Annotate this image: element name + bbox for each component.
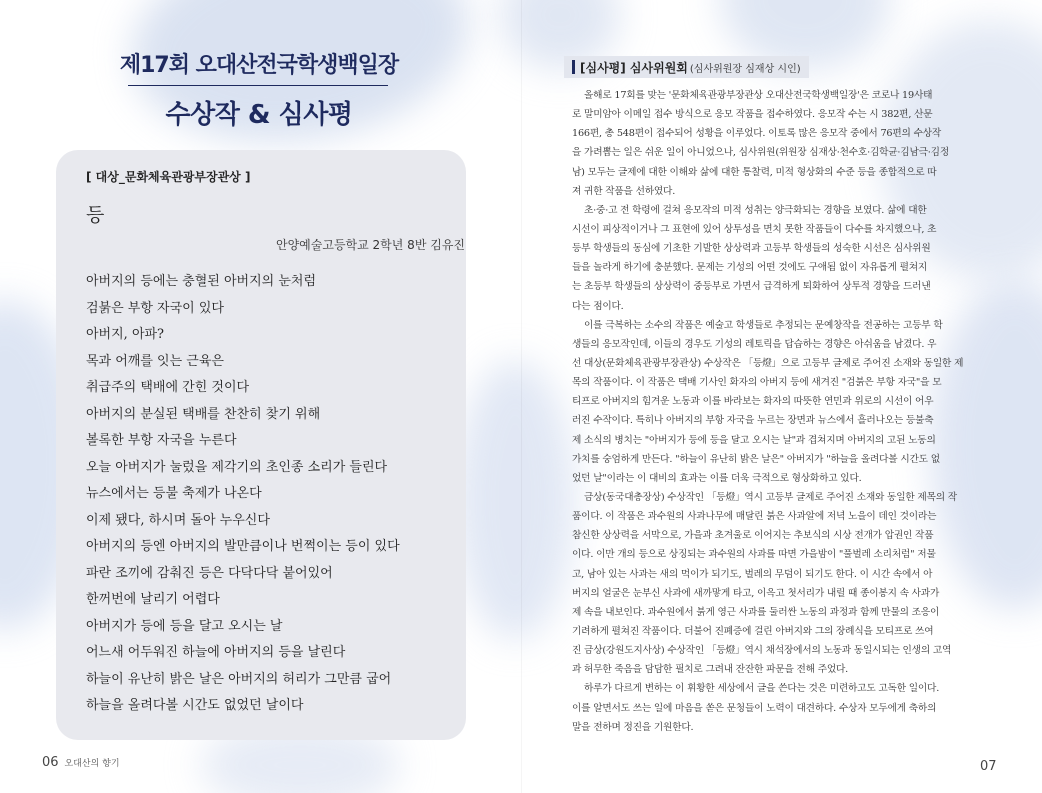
header-accent-bar bbox=[572, 60, 575, 74]
review-line: 말을 전하며 정진을 기원한다. bbox=[572, 721, 694, 733]
review-line: 하루가 다르게 변하는 이 휘황한 세상에서 글을 쓴다는 것은 미련하고도 고독한 일이다. bbox=[584, 683, 940, 695]
review-line: 등부 학생들의 동심에 기초한 기발한 상상력과 고등부 학생들의 성숙한 시선은 심사위원 bbox=[572, 243, 931, 255]
review-section-label: [심사평] 심사위원회 bbox=[580, 60, 688, 75]
review-line: 금상(동국대총장상) 수상작인 「등燈」역시 고등부 글제로 주어진 소재와 동일한 제목의 작 bbox=[584, 491, 957, 503]
award-label: [ 대상_문화체육관광부장관상 ] bbox=[86, 170, 251, 184]
review-line: 과 허무한 죽음을 담담한 필치로 그려내 잔잔한 파문을 전해 주었다. bbox=[572, 664, 849, 676]
review-line: 다는 점이다. bbox=[572, 300, 624, 312]
publication-name: 오대산의 향기 bbox=[64, 759, 120, 769]
review-line: 져 귀한 작품을 선하였다. bbox=[572, 185, 676, 197]
review-line: 품이다. 이 작품은 과수원의 사과나무에 매달린 붉은 사과알에 저녁 노을이 데인 것이라는 bbox=[572, 511, 937, 523]
poem-line: 아버지의 등엔 아버지의 발만큼이나 번쩍이는 등이 있다 bbox=[86, 539, 400, 554]
poem-line: 아버지의 등에는 충혈된 아버지의 눈처럼 bbox=[86, 274, 317, 289]
poem-line: 하늘을 올려다볼 시간도 없었던 날이다 bbox=[86, 698, 304, 713]
poem-line: 취급주의 택배에 간힌 것이다 bbox=[86, 380, 250, 395]
review-line: 진 금상(강원도지사상) 수상작인 「등燈」역시 채석장에서의 노동과 동일시되는 인생의 고역 bbox=[572, 645, 952, 657]
page-title: 제17회 오대산전국학생백일장 bbox=[119, 53, 399, 78]
page-number: 07 bbox=[980, 759, 997, 774]
poem-line: 하늘이 유난히 밝은 날은 아버지의 허리가 그만큼 굽어 bbox=[86, 671, 392, 687]
poem-line: 오늘 아버지가 눌렀을 제각기의 초인종 소리가 들린다 bbox=[86, 459, 388, 475]
poem-line: 한꺼번에 날리기 어렵다 bbox=[86, 592, 220, 607]
review-section-sub: (심사위원장 심재상 시인) bbox=[689, 63, 801, 75]
review-line: 참신한 상상력을 서막으로, 가을과 초겨울로 이어지는 추보식의 시상 전개가 압권인 작품 bbox=[572, 530, 934, 542]
review-line: 목의 작품이다. 이 작품은 택배 기사인 화자의 아버지 등에 새겨진 "검붉은 부항 자국"을 모 bbox=[572, 377, 942, 389]
poem-body bbox=[86, 272, 456, 723]
review-line: 166편, 총 548편이 접수되어 성황을 이루었다. 이토록 많은 응모작 중에서 76편의 수상작 bbox=[572, 128, 942, 140]
review-line: 고, 남아 있는 사과는 새의 먹이가 되기도, 벌레의 무덤이 되기도 한다. 이 시간 속에서 아 bbox=[572, 568, 933, 580]
review-line: 이를 극복하는 소수의 작품은 예술고 학생들로 추정되는 문예창작을 전공하는 고등부 학 bbox=[584, 319, 943, 331]
poem-line: 이제 됐다, 하시며 돌아 누우신다 bbox=[86, 512, 270, 528]
poem-line: 검붉은 부항 자국이 있다 bbox=[86, 300, 224, 316]
review-line: 올해로 17회를 맞는 '문화체육관광부장관상 오대산전국학생백일장'은 코로나 19사태 bbox=[584, 90, 933, 101]
title-underline bbox=[128, 85, 388, 86]
review-line: 티프로 아버지의 힘겨운 노동과 이를 바라보는 화자의 따뜻한 연민과 위로의 시선이 어우 bbox=[572, 396, 934, 408]
poem-line: 아버지, 아파? bbox=[86, 327, 165, 342]
review-line: 제 속을 내보인다. 과수원에서 붉게 영근 사과를 둘러싼 노동의 과정과 함께 만물의 조응이 bbox=[572, 606, 940, 618]
poem-line: 파란 조끼에 감춰진 등은 다닥다닥 붙어있어 bbox=[86, 565, 333, 581]
review-line: 제 소식의 병치는 "아버지가 등에 등을 달고 오시는 날"과 겹쳐지며 아버지의 고된 노동의 bbox=[572, 434, 936, 446]
review-line: 생들의 응모작인데, 이들의 경우도 기성의 레토릭을 답습하는 경향은 아쉬움을 남겼다. 우 bbox=[572, 338, 937, 350]
review-body bbox=[572, 86, 998, 737]
poem-title: 등 bbox=[86, 204, 105, 226]
poem-line: 목과 어깨를 잇는 근육은 bbox=[86, 353, 224, 369]
poem-line: 뉴스에서는 등불 축제가 나온다 bbox=[86, 486, 262, 501]
review-line: 을 가려뽑는 일은 쉬운 일이 아니었으나, 심사위원(위원장 심재상·천수호·김학균·김남극·김정 bbox=[572, 147, 949, 159]
review-section-header bbox=[564, 56, 809, 78]
page-gutter bbox=[521, 0, 522, 793]
review-line: 남) 모두는 글제에 대한 이해와 삶에 대한 통찰력, 미적 형상화의 수준 등을 종합적으로 따 bbox=[572, 166, 937, 178]
right-footer bbox=[980, 755, 997, 774]
page-subtitle: 수상작 & 심사평 bbox=[165, 100, 353, 130]
poem-line: 어느새 어두워진 하늘에 아버지의 등을 날린다 bbox=[86, 645, 346, 660]
review-line: 초·중·고 전 학령에 걸쳐 응모작의 미적 성취는 양극화되는 경향을 보였다. 삶에 대한 bbox=[584, 204, 927, 216]
review-line: 기려하게 펼쳐진 작품이다. 더불어 진폐증에 걸린 아버지와 그의 장례식을 모티프로 쓰여 bbox=[572, 625, 934, 637]
review-line: 이다. 이만 개의 등으로 상징되는 과수원의 사과를 따면 가을밤이 "풀벌레 소리처럼" 저물 bbox=[572, 549, 936, 561]
review-line: 버지의 얼굴은 눈부신 사과에 새까맣게 타고, 이윽고 첫서리가 내릴 때 종이봉지 속 사과가 bbox=[572, 587, 940, 599]
review-line: 었던 날"이라는 이 대비의 효과는 이를 더욱 극적으로 형상화하고 있다. bbox=[572, 472, 862, 484]
poem-author: 안양예술고등학교 2학년 8반 김유진 bbox=[276, 238, 466, 252]
page-number: 06 bbox=[42, 755, 59, 770]
poem-line: 아버지의 분실된 택배를 찬찬히 찾기 위해 bbox=[86, 406, 321, 422]
poem-line: 볼록한 부항 자국을 누른다 bbox=[86, 433, 237, 448]
left-footer bbox=[42, 755, 120, 770]
review-line: 가치를 숭엄하게 만든다. "하늘이 유난히 밝은 날은" 아버지가 "하늘을 올려다볼 시간도 없 bbox=[572, 453, 940, 465]
watercolor-wash bbox=[455, 360, 575, 640]
review-line: 러진 수작이다. 특히나 아버지의 부항 자국을 누르는 장면과 뉴스에서 흘러나오는 등불축 bbox=[572, 415, 934, 427]
review-line: 선 대상(문화체육관광부장관상) 수상작은 「등燈」으로 고등부 글제로 주어진 소재와 동일한 제 bbox=[572, 357, 964, 369]
poem-line: 아버지가 등에 등을 달고 오시는 날 bbox=[86, 618, 283, 634]
watercolor-wash bbox=[118, 0, 483, 163]
review-line: 는 초등부 학생들의 상상력이 중등부로 가면서 급격하게 퇴화하여 상투적 경향을 드러낸 bbox=[572, 281, 931, 293]
review-line: 로 말미암아 이메일 접수 방식으로 응모 작품을 접수하였다. 응모작 수는 시 382편, 산문 bbox=[572, 109, 933, 121]
review-line: 이를 알면서도 쓰는 일에 마음을 쏟은 문청들이 노력이 대견하다. 수상자 모두에게 축하의 bbox=[572, 702, 937, 714]
review-line: 시선이 피상적이거나 그 표현에 있어 상투성을 면치 못한 작품들이 다수를 차지했으나, 초 bbox=[572, 223, 937, 235]
review-line: 들을 놀라게 하기에 충분했다. 문제는 기성의 어떤 것에도 구애됨 없이 자유롭게 펼쳐지 bbox=[572, 262, 928, 274]
